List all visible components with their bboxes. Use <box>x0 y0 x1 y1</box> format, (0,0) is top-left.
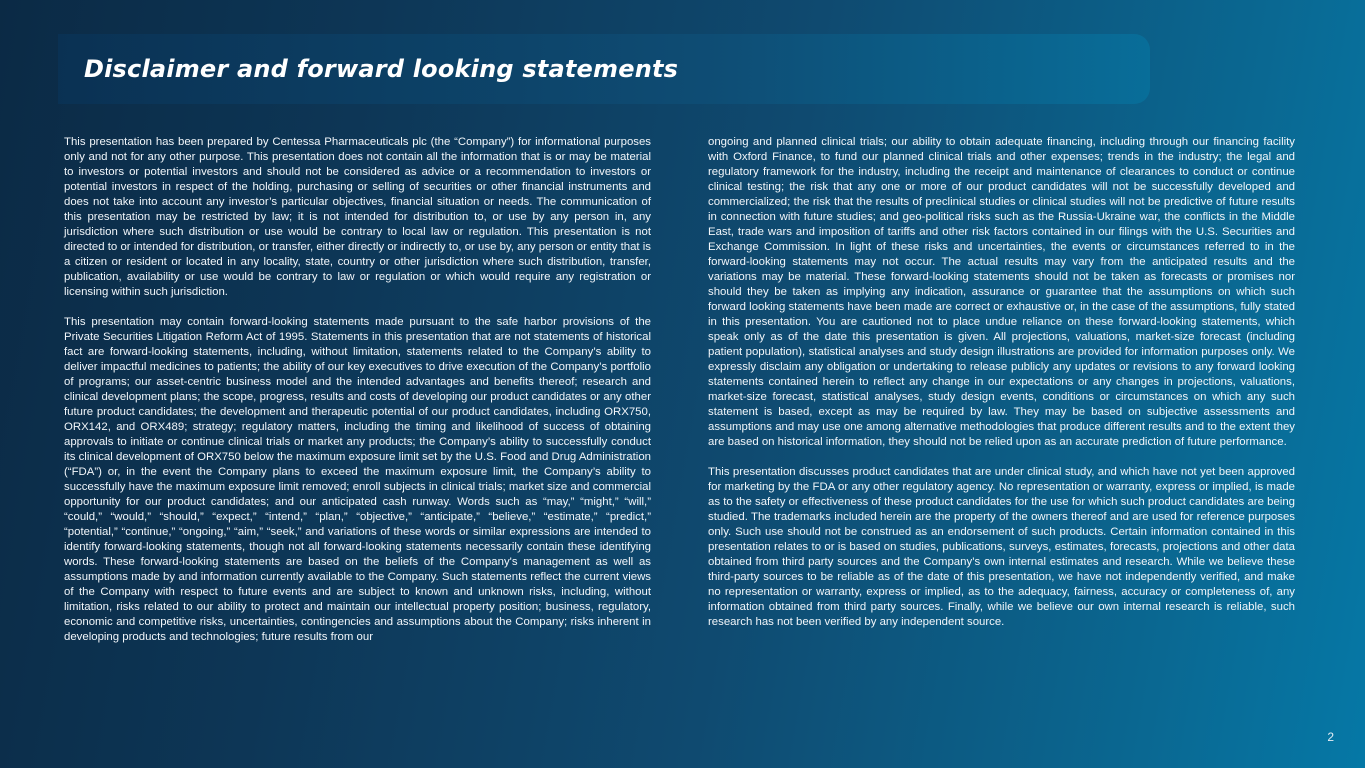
disclaimer-paragraph: This presentation has been prepared by Centessa Pharmaceuticals plc (the “Company”) for informational purposes only and not for any other purpose. This presentation does not contain all the information that is or may be material to investors or potential investors and should not be considered as advice or a recommendation to investors or potential investors in respect of the holding, purchasing or selling of securities or other financial instruments and does not take into account any investor’s particular objectives, financial situation or needs. The communication of this presentation may be restricted by law; it is not intended for distribution to, or use by any person in, any jurisdiction where such distribution or use would be contrary to local law or regulation. This presentation is not directed to or intended for distribution, or transfer, either directly or indirectly to, or use by, any person or entity that is a citizen or resident or located in any locality, state, country or other jurisdiction where such distribution, transfer, publication, availability or use would be contrary to law or regulation or which would require any registration or licensing within such jurisdiction. <box>64 136 651 298</box>
forward-looking-paragraph: This presentation may contain forward-looking statements made pursuant to the safe harbor provisions of the Private Securities Litigation Reform Act of 1995. Statements in this presentation that are not statements of historical fact are forward-looking statements, including, without limitation, statements related to the Company’s ability to deliver impactful medicines to patients; the ability of our key executives to drive execution of the Company’s portfolio of programs; our asset-centric business model and the intended advantages and benefits thereof; research and clinical development plans; the scope, progress, results and costs of developing our product candidates or any other future product candidates; the development and therapeutic potential of our product candidates, including ORX750, ORX142, and ORX489; strategy; regulatory matters, including the timing and likelihood of success of obtaining approvals to initiate or continue clinical trials or market any products; the Company’s ability to successfully conduct its clinical development of ORX750 below the maximum exposure limit set by the U.S. Food and Drug Administration (“FDA”) or, in the event the Company plans to exceed the maximum exposure limit, the Company’s ability to successfully have the maximum exposure limit removed; enroll subjects in clinical trials; market size and commercial opportunity for our product candidates; and our anticipated cash runway. Words such as “may,” “might,” “will,” “could,” “would,” “should,” “expect,” “intend,” “plan,” “objective,” “anticipate,” “believe,” “estimate,” “predict,” “potential,” “continue,” “ongoing,” “aim,” “seek,” and variations of these words or similar expressions are intended to identify forward-looking statements, though not all forward-looking statements necessarily contain these identifying words. These forward-looking statements are based on the beliefs of the Company's management as well as assumptions made by and information currently available to the Company. Such statements reflect the current views of the Company with respect to future events and are subject to known and unknown risks, including, without limitation, risks related to our ability to protect and maintain our intellectual property position; business, regulatory, economic and competitive risks, uncertainties, contingencies and assumptions about the Company; risks inherent in developing products and technologies; future results from our <box>64 316 651 643</box>
page-title: Disclaimer and forward looking statements <box>84 55 679 83</box>
left-column <box>64 135 651 660</box>
forward-looking-continued-paragraph: ongoing and planned clinical trials; our ability to obtain adequate financing, including through our financing facility with Oxford Finance, to fund our planned clinical trials and other expenses; trends in the industry; the legal and regulatory framework for the industry, including the receipt and maintenance of clearances to conduct or continue clinical testing; the risk that any one or more of our product candidates will not be successfully developed and commercialized; the risk that the results of preclinical studies or clinical studies will not be predictive of future results in connection with future studies; and geo-political risks such as the Russia-Ukraine war, the conflicts in the Middle East, trade wars and imposition of tariffs and other risk factors contained in our filings with the U.S. Securities and Exchange Commission. In light of these risks and uncertainties, the events or circumstances referred to in the forward-looking statements may not occur. The actual results may vary from the anticipated results and the variations may be material. These forward-looking statements should not be taken as forecasts or promises nor should they be taken as implying any indication, assurance or guarantee that the assumptions on which such forward looking statements have been made are correct or exhaustive or, in the case of the assumptions, fully stated in this presentation. You are cautioned not to place undue reliance on these forward-looking statements, which speak only as of the date this presentation is given. All projections, valuations, market-size forecast (including patient population), statistical analyses and study design illustrations are provided for information purposes only. We expressly disclaim any obligation or undertaking to release publicly any updates or revisions to any forward looking statements contained herein to reflect any change in our expectations or any changes in projections, valuations, market-size forecast, statistical analyses, study design events, conditions or circumstances on which any such statement is based, except as may be required by law. They may be based on subjective assessments and assumptions and may use one among alternative methodologies that produce different results and to the extent they are based on historical information, they should not be relied upon as an accurate prediction of future performance. <box>708 136 1295 448</box>
product-candidates-paragraph: This presentation discusses product candidates that are under clinical study, and which have not yet been approved for marketing by the FDA or any other regulatory agency. No representation or warranty, express or implied, is made as to the safety or effectiveness of these product candidates for the use for which such product candidates are being studied. The trademarks included herein are the property of the owners thereof and are used for reference purposes only. Such use should not be construed as an endorsement of such products. Certain information contained in this presentation relates to or is based on studies, publications, surveys, estimates, forecasts, projections and other data obtained from third party sources and the Company’s own internal estimates and research. While we believe these third-party sources to be reliable as of the date of this presentation, we have not independently verified, and make no representation or warranty, express or implied, as to the adequacy, fairness, accuracy or completeness of, any information obtained from third party sources. Finally, while we believe our own internal research is reliable, such research has not been verified by any independent source. <box>708 466 1295 628</box>
page-number: 2 <box>1327 730 1334 744</box>
title-banner <box>58 34 1150 104</box>
right-column <box>708 135 1295 645</box>
